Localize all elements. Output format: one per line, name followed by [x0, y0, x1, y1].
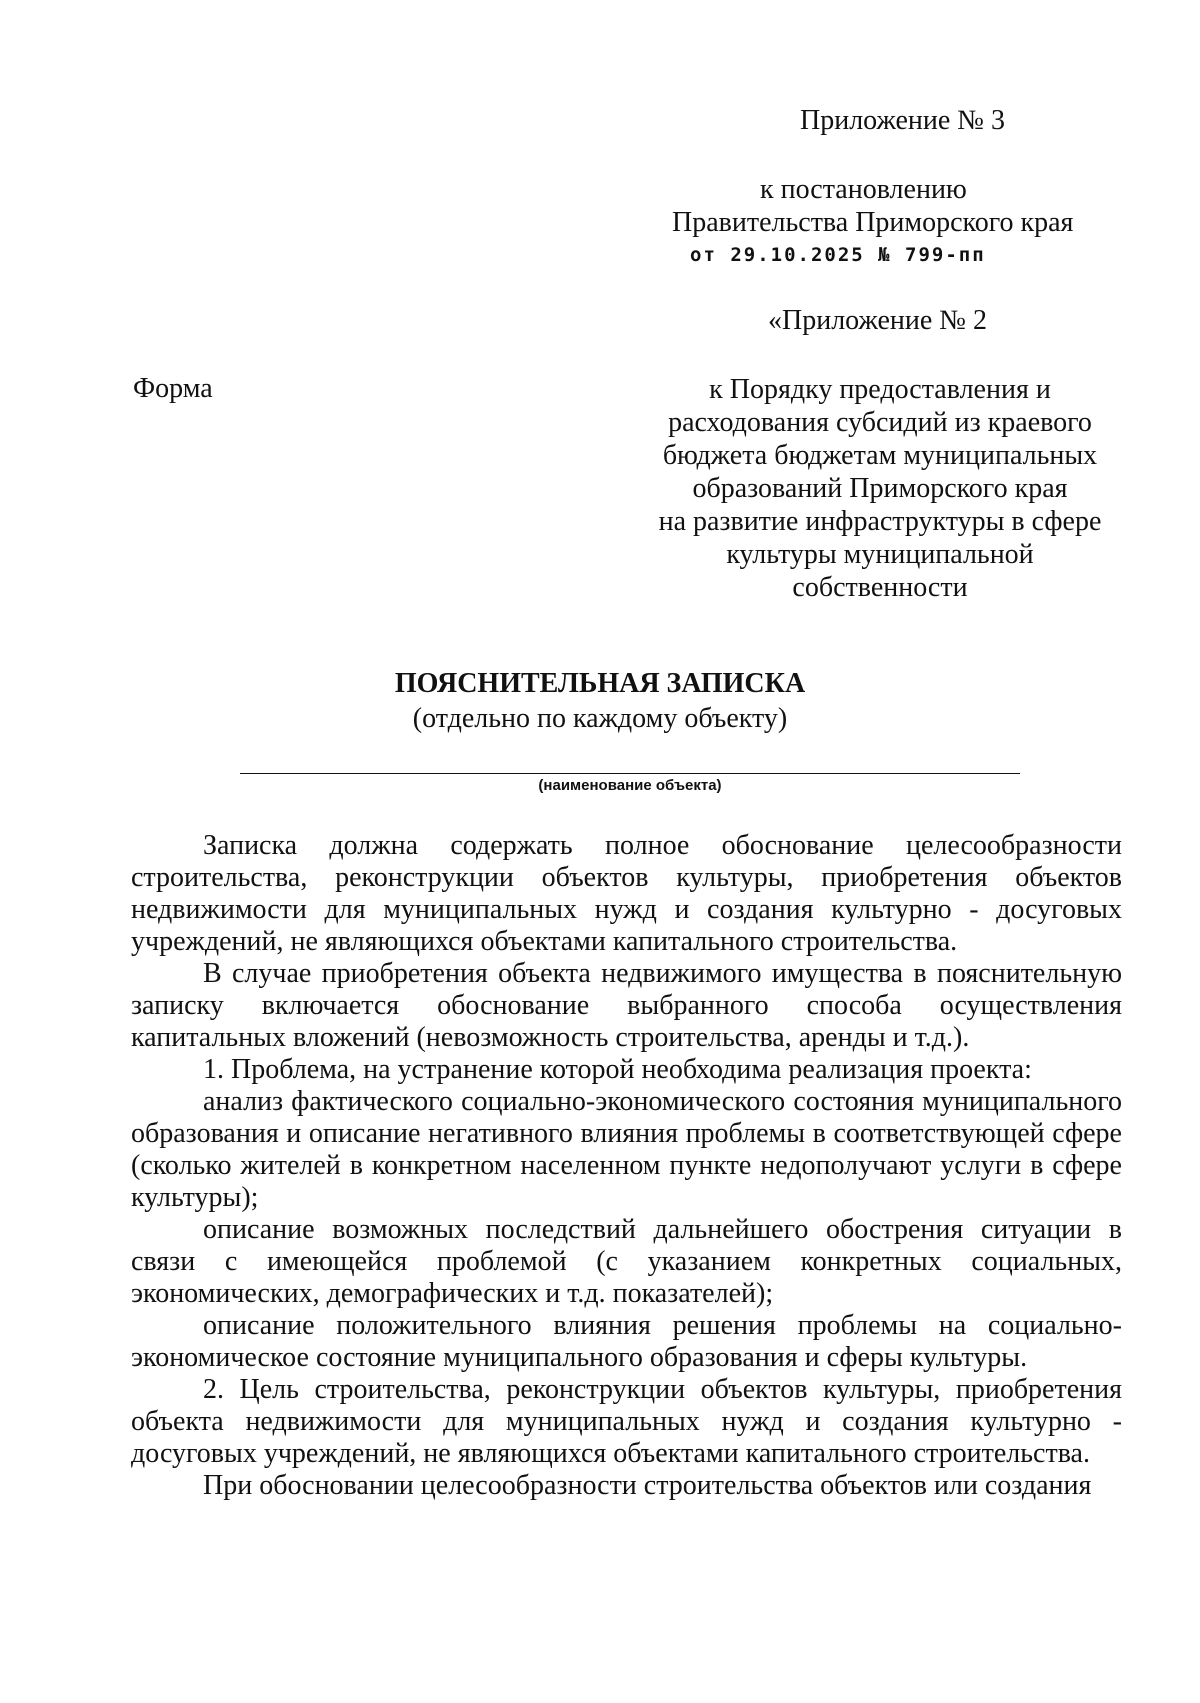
order-line: культуры муниципальной — [726, 539, 1034, 570]
paragraph: Записка должна содержать полное обоснование целесообразности строительства, реконструкции объектов культуры, приобретения объектов недвижимости для муниципальных нужд и создания культурно - досуговых учреждений, не являющихся объектами капитального строительства. — [131, 830, 1122, 957]
order-line: к Порядку предоставления и — [709, 374, 1051, 405]
document-title: ПОЯСНИТЕЛЬНАЯ ЗАПИСКА — [394, 668, 806, 699]
form-label: Форма — [133, 373, 213, 404]
object-name-line — [240, 773, 1020, 774]
resolution-date-number: от 29.10.2025 № 799-пп — [690, 244, 986, 266]
paragraph: 1. Проблема, на устранение которой необходима реализация проекта: — [203, 1054, 1032, 1085]
resolution-reference: к постановлению — [760, 174, 967, 205]
order-line: образований Приморского края — [692, 473, 1068, 504]
government-name: Правительства Приморского края — [672, 207, 1074, 238]
paragraph: анализ фактического социально-экономического состояния муниципального образования и описание негативного влияния проблемы в соответствующей сфере (сколько жителей в конкретном населенном пункте недополучают услуги в сфере культуры); — [131, 1086, 1122, 1213]
order-line: собственности — [792, 572, 968, 603]
object-name-caption: (наименование объекта) — [538, 777, 722, 794]
appendix-number: Приложение № 3 — [800, 105, 1005, 136]
order-line: на развитие инфраструктуры в сфере — [658, 506, 1102, 537]
paragraph: 2. Цель строительства, реконструкции объектов культуры, приобретения объекта недвижимости для муниципальных нужд и создания культурно - досуговых учреждений, не являющихся объектами капитального строительства. — [131, 1374, 1122, 1469]
paragraph: описание положительного влияния решения проблемы на социально-экономическое состояние муниципального образования и сферы культуры. — [131, 1310, 1122, 1373]
order-line: бюджета бюджетам муниципальных — [662, 440, 1098, 471]
order-reference — [630, 373, 1130, 604]
paragraph: В случае приобретения объекта недвижимого имущества в пояснительную записку включается обоснование выбранного способа осуществления капитальных вложений (невозможность строительства, аренды и т.д.). — [131, 958, 1122, 1053]
paragraph: описание возможных последствий дальнейшего обострения ситуации в связи с имеющейся проблемой (с указанием конкретных социальных, экономических, демографических и т.д. показателей); — [131, 1214, 1122, 1309]
appendix2-number: «Приложение № 2 — [768, 305, 987, 336]
order-line: расходования субсидий из краевого — [668, 407, 1092, 438]
document-subtitle: (отдельно по каждому объекту) — [412, 703, 788, 734]
paragraph: При обосновании целесообразности строительства объектов или создания — [203, 1470, 1092, 1501]
body-text — [131, 830, 1122, 1502]
